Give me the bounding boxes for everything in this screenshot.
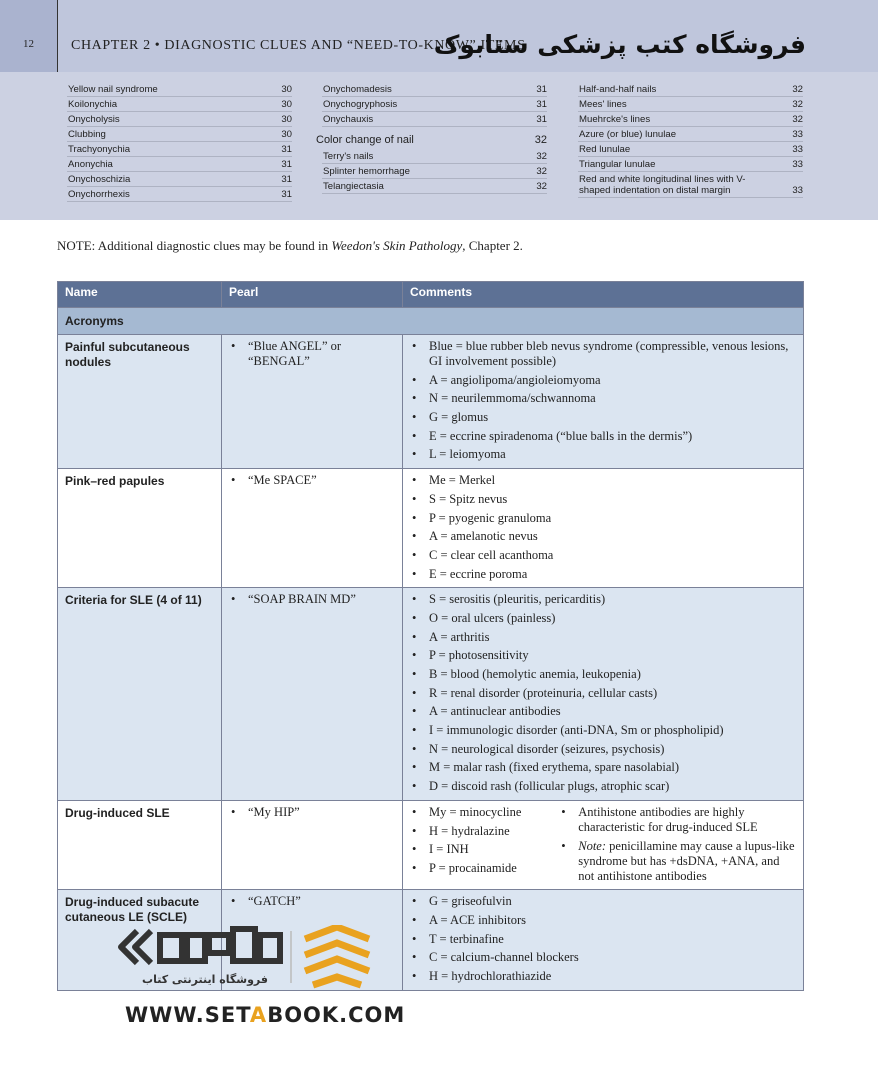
toc-column-2 bbox=[316, 82, 547, 194]
table-row bbox=[58, 588, 804, 801]
toc-entry: Koilonychia 30 bbox=[68, 99, 292, 110]
row-name: Painful subcutaneous nodules bbox=[58, 335, 222, 469]
toc-entry: Onychorrhexis 31 bbox=[68, 189, 292, 200]
toc-entry: Red lunulae 33 bbox=[579, 144, 803, 155]
toc-entry: Clubbing 30 bbox=[68, 129, 292, 140]
toc-entry: Onychomadesis 31 bbox=[323, 84, 547, 95]
row-comments: • Blue = blue rubber bleb nevus syndrome (compressible, venous lesions, GI involvement possible) • A = angiolipoma/angioleiomyoma • N = neurilemmoma/schwannoma • G = glomus • E = eccrine spiradenoma (“blue balls in the dermis”) • L = leiomyoma bbox=[403, 335, 804, 469]
page-number: 12 bbox=[23, 38, 34, 50]
row-name: Criteria for SLE (4 of 11) bbox=[58, 588, 222, 801]
toc-entry: Muehrcke's lines 32 bbox=[579, 114, 803, 125]
acronyms-table bbox=[57, 281, 804, 991]
toc-entry: Anonychia 31 bbox=[68, 159, 292, 170]
row-name: Drug-induced SLE bbox=[58, 800, 222, 889]
toc-entry: Onycholysis 30 bbox=[68, 114, 292, 125]
table-row bbox=[58, 335, 804, 469]
column-header-pearl: Pearl bbox=[222, 282, 403, 308]
toc-entry: Telangiectasia 32 bbox=[323, 181, 547, 192]
row-pearl: • “SOAP BRAIN MD” bbox=[222, 588, 403, 801]
drug-notes: • Antihistone antibodies are highly characteristic for drug-induced SLE • Note: penicillamine may cause a lupus-like syndrome but has +dsDNA, +ANA, and not antihistone antibodies bbox=[558, 805, 797, 887]
toc-entry: Onychoschizia 31 bbox=[68, 174, 292, 185]
toc-entry: Splinter hemorrhage 32 bbox=[323, 166, 547, 177]
toc-entry: Triangular lunulae 33 bbox=[579, 159, 803, 170]
row-pearl: • “GATCH” bbox=[222, 890, 403, 990]
toc-column-3 bbox=[578, 82, 803, 198]
toc-entry: Azure (or blue) lunulae 33 bbox=[579, 129, 803, 140]
store-url: WWW.SETABOOK.COM bbox=[125, 1003, 406, 1027]
chapter-title: CHAPTER 2 • DIAGNOSTIC CLUES AND “NEED-TO-KNOW” ITEMS bbox=[71, 38, 526, 53]
page-number-tab bbox=[0, 0, 58, 72]
toc-entry: Onychauxis 31 bbox=[323, 114, 547, 125]
toc-entry: Red and white longitudinal lines with V-shaped indentation on distal margin 33 bbox=[579, 174, 803, 196]
row-comments: • Me = Merkel • S = Spitz nevus • P = pyogenic granuloma • A = amelanotic nevus • C = clear cell acanthoma • E = eccrine poroma bbox=[403, 469, 804, 588]
row-name: Drug-induced subacute cutaneous LE (SCLE) bbox=[58, 890, 222, 990]
note-text: NOTE: Additional diagnostic clues may be found in Weedon's Skin Pathology, Chapter 2. bbox=[57, 238, 523, 253]
row-name: Pink–red papules bbox=[58, 469, 222, 588]
row-comments bbox=[403, 800, 804, 889]
drug-list: • My = minocycline • H = hydralazine • I = INH • P = procainamide bbox=[409, 805, 558, 887]
column-header-name: Name bbox=[58, 282, 222, 308]
table-row bbox=[58, 469, 804, 588]
table-header-row bbox=[58, 282, 804, 308]
row-comments: • S = serositis (pleuritis, pericarditis) • O = oral ulcers (painless) • A = arthritis • P = photosensitivity • B = blood (hemolytic anemia, leukopenia) • R = renal disorder (proteinuria, cellular casts) • A = antinuclear antibodies • I = immunologic disorder (anti-DNA, Sm or phospholipid) • N = neurological disorder (seizures, psychosis) • M = malar rash (fixed erythema, spare nasolabial) • D = discoid rash (follicular plugs, atrophic scar) bbox=[403, 588, 804, 801]
toc-entry: Yellow nail syndrome 30 bbox=[68, 84, 292, 95]
row-pearl: • “Blue ANGEL” or “BENGAL” bbox=[222, 335, 403, 469]
store-watermark-text: فروشگاه کتب پزشکی ستابوک bbox=[433, 30, 806, 59]
store-logo bbox=[115, 925, 385, 995]
toc-entry: Mees' lines 32 bbox=[579, 99, 803, 110]
toc-entry: Terry's nails 32 bbox=[323, 151, 547, 162]
row-comments: • G = griseofulvin • A = ACE inhibitors • T = terbinafine • C = calcium-channel blockers • H = hydrochlorathiazide bbox=[403, 890, 804, 990]
toc-section-heading: Color change of nail 32 bbox=[316, 134, 547, 146]
table-row bbox=[58, 800, 804, 889]
book-title: Weedon's Skin Pathology bbox=[331, 238, 463, 253]
toc-column-1 bbox=[67, 82, 292, 202]
chapter-header-band bbox=[0, 0, 878, 220]
toc-entry: Trachyonychia 31 bbox=[68, 144, 292, 155]
row-pearl: • “Me SPACE” bbox=[222, 469, 403, 588]
store-logo-caption: فروشگاه اینترنتی کتاب bbox=[142, 973, 268, 986]
toc-entry: Half-and-half nails 32 bbox=[579, 84, 803, 95]
column-header-comments: Comments bbox=[403, 282, 804, 308]
toc-entry: Onychogryphosis 31 bbox=[323, 99, 547, 110]
section-row bbox=[58, 308, 804, 335]
store-logo-graphic bbox=[115, 925, 385, 995]
row-pearl: • “My HIP” bbox=[222, 800, 403, 889]
section-title: Acronyms bbox=[58, 308, 804, 335]
